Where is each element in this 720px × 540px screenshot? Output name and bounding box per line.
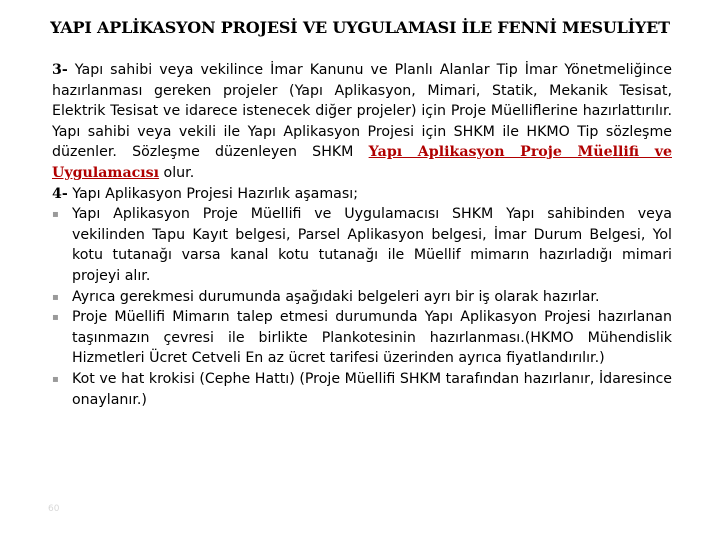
slide-number: 60 (48, 504, 60, 514)
paragraph-text: Yapı sahibi veya vekilince İmar Kanunu ve Planlı Alanlar Tip İmar Yönetmeliğince hazırlanması gereken projeler (Yapı Aplikasyon, Mimari, Statik, Mekanik Tesisat, Elektrik Tesisat ve idarece istenecek diğer projeler) için Proje Müelliflerine hazırlattırılır. Yapı sahibi veya vekili ile Yapı Aplikasyon Projesi için SHKM ile HKMO Tip sözleşme düzenler. Sözleşme düzenleyen SHKM (52, 62, 672, 161)
slide-body (52, 60, 672, 410)
paragraph-number: 4- (52, 185, 68, 202)
square-bullet-icon: ▪ (52, 209, 59, 221)
paragraph-tail: olur. (159, 164, 195, 181)
list-item-text: Kot ve hat krokisi (Cephe Hattı) (Proje Müellifi SHKM tarafından hazırlanır, İdaresince onaylanır.) (72, 370, 672, 408)
paragraph-3 (52, 60, 672, 184)
paragraph-text: Yapı Aplikasyon Projesi Hazırlık aşaması; (67, 185, 358, 202)
list-item-text: Ayrıca gerekmesi durumunda aşağıdaki belgeleri ayrı bir iş olarak hazırlar. (72, 288, 600, 305)
square-bullet-icon: ▪ (52, 291, 59, 303)
list-item-text: Proje Müellifi Mimarın talep etmesi durumunda Yapı Aplikasyon Projesi hazırlanan taşınmazın çevresi ile birlikte Plankotesinin hazırlanması.(HKMO Mühendislik Hizmetleri Ücret Cetveli En az ücret tarifesi üzerinden ayrıca fiyatlandırılır.) (72, 309, 672, 367)
slide-title: YAPI APLİKASYON PROJESİ VE UYGULAMASI İLE FENNİ MESULİYET (50, 18, 670, 37)
list-item-text: Yapı Aplikasyon Proje Müellifi ve Uygulamacısı SHKM Yapı sahibinden veya vekilinden Tapu Kayıt belgesi, Parsel Aplikasyon belgesi, İmar Durum Belgesi, Yol kotu tutanağı varsa kanal kotu tutanağı ile Müellif mimarın hazırladığı mimari projeyi alır. (72, 206, 672, 284)
paragraph-number: 3- (52, 62, 68, 78)
list-item (52, 287, 672, 308)
list-item (52, 204, 672, 286)
list-item (52, 369, 672, 410)
list-item (52, 307, 672, 369)
paragraph-4 (52, 184, 672, 205)
bullet-list (52, 204, 672, 410)
square-bullet-icon: ▪ (52, 373, 59, 385)
square-bullet-icon: ▪ (52, 312, 59, 324)
highlighted-role: Yapı Aplikasyon Proje Müellifi ve Uygulamacısı (52, 144, 672, 181)
